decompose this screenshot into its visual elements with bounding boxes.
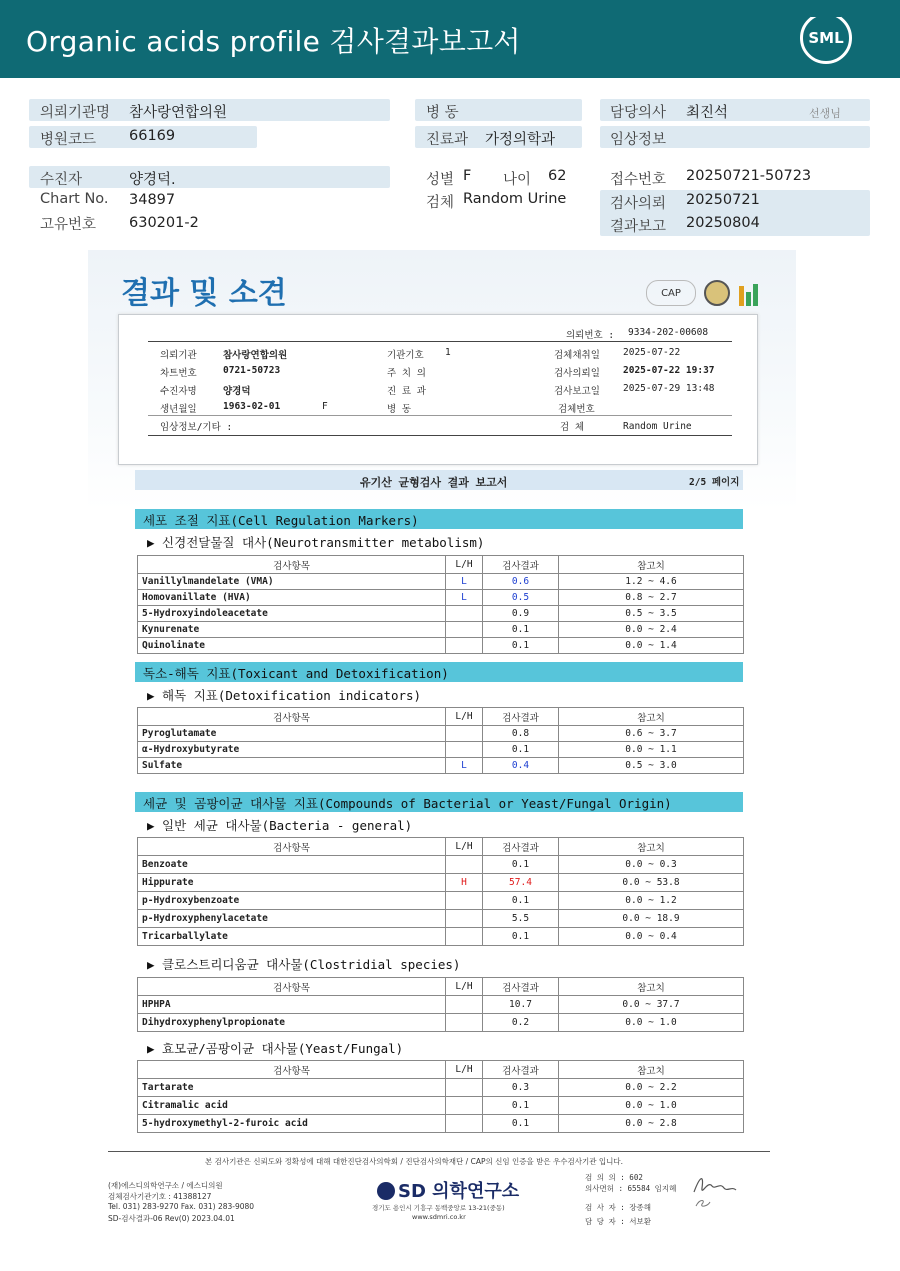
item-name: Quinolinate	[138, 638, 446, 654]
col-ref: 참고치	[559, 978, 744, 996]
item-name: Tricarballylate	[138, 928, 446, 946]
divider	[148, 435, 732, 436]
chart-value: 34897	[129, 192, 176, 208]
ward-label: 병 동	[426, 105, 459, 121]
lh-flag: L	[446, 574, 483, 590]
col-result: 검사결과	[483, 838, 559, 856]
table-row	[138, 590, 744, 606]
table-row	[138, 910, 744, 928]
report-title: 결과 및 소견	[121, 276, 287, 311]
box-value: 양경덕	[223, 386, 251, 397]
name-pill	[29, 166, 390, 188]
detox-table	[137, 707, 744, 774]
hospital-code-label: 병원코드	[40, 132, 97, 148]
col-item: 검사항목	[138, 1061, 446, 1079]
item-name: Homovanillate (HVA)	[138, 590, 446, 606]
sd-logo	[377, 1177, 519, 1203]
table-row	[138, 726, 744, 742]
col-result: 검사결과	[483, 1061, 559, 1079]
col-lh: L/H	[446, 978, 483, 996]
specimen-label: 검체	[426, 195, 455, 211]
box-label: 의뢰기관	[160, 350, 197, 361]
request-no-label: 의뢰번호 :	[566, 330, 615, 341]
footer-notice: 본 검사기관은 신뢰도와 정확성에 대해 대한진단검사의학회 / 진단검사의학재단 / CAP의 신임 인증을 받은 우수검사기관 입니다.	[205, 1157, 623, 1166]
table-row	[138, 1079, 744, 1097]
box-value: 2025-07-29 13:48	[623, 383, 715, 394]
item-name: Sulfate	[138, 758, 446, 774]
col-ref: 참고치	[559, 838, 744, 856]
cap-logo: CAP	[646, 280, 696, 306]
table-row	[138, 996, 744, 1014]
table-row	[138, 928, 744, 946]
divider	[148, 341, 732, 342]
lh-flag	[446, 996, 483, 1014]
result-value: 0.1	[483, 638, 559, 654]
department-label: 진료과	[426, 132, 469, 148]
report-name: 유기산 균형검사 결과 보고서	[360, 476, 508, 489]
page-title: Organic acids profile 검사결과보고서	[26, 25, 521, 58]
table-row	[138, 742, 744, 758]
table-row	[138, 758, 744, 774]
box-label: 검체번호	[558, 404, 595, 415]
col-result: 검사결과	[483, 978, 559, 996]
col-item: 검사항목	[138, 708, 446, 726]
table-row	[138, 574, 744, 590]
result-value: 5.5	[483, 910, 559, 928]
box-value: F	[322, 401, 328, 412]
lh-flag: L	[446, 590, 483, 606]
subsection-title: ▶ 효모균/곰팡이균 대사물(Yeast/Fungal)	[147, 1041, 404, 1056]
table-row	[138, 874, 744, 892]
result-value: 57.4	[483, 874, 559, 892]
item-name: p-Hydroxyphenylacetate	[138, 910, 446, 928]
receipt-label: 접수번호	[610, 172, 667, 188]
col-item: 검사항목	[138, 556, 446, 574]
lh-flag	[446, 856, 483, 874]
id-label: 고유번호	[40, 217, 97, 233]
item-name: Citramalic acid	[138, 1097, 446, 1115]
doctor-label: 담당의사	[610, 105, 667, 121]
col-result: 검사결과	[483, 708, 559, 726]
lh-flag	[446, 1115, 483, 1133]
box-value: Random Urine	[623, 421, 692, 432]
footer-divider	[108, 1151, 770, 1152]
reference-range: 0.5 ~ 3.0	[559, 758, 744, 774]
id-value: 630201-2	[129, 215, 199, 231]
item-name: Vanillylmandelate (VMA)	[138, 574, 446, 590]
specimen-value: Random Urine	[463, 191, 567, 207]
section-title: 세포 조절 지표(Cell Regulation Markers)	[143, 513, 419, 528]
sd-logo-icon	[377, 1182, 395, 1200]
lh-flag	[446, 742, 483, 758]
box-value: 1963-02-01	[223, 401, 281, 412]
box-label: 주 치 의	[387, 368, 426, 379]
lh-flag	[446, 622, 483, 638]
box-value: 2025-07-22	[623, 347, 681, 358]
box-label: 진 료 과	[387, 386, 426, 397]
col-item: 검사항목	[138, 978, 446, 996]
reference-range: 0.0 ~ 0.3	[559, 856, 744, 874]
sex-value: F	[463, 168, 472, 184]
item-name: α-Hydroxybutyrate	[138, 742, 446, 758]
lh-flag	[446, 638, 483, 654]
footer-phone: Tel. 031) 283-9270 Fax. 031) 283-9080	[108, 1202, 255, 1211]
subsection-title: ▶ 해독 지표(Detoxification indicators)	[147, 688, 422, 703]
table-row	[138, 606, 744, 622]
col-lh: L/H	[446, 556, 483, 574]
lh-flag	[446, 1079, 483, 1097]
lh-flag	[446, 892, 483, 910]
lh-flag	[446, 1014, 483, 1032]
table-row	[138, 1115, 744, 1133]
name-label: 수진자	[40, 172, 83, 188]
brand-url: www.sdmri.co.kr	[412, 1213, 466, 1221]
col-result: 검사결과	[483, 556, 559, 574]
item-name: Pyroglutamate	[138, 726, 446, 742]
signature-icon	[690, 1170, 738, 1210]
clinical-label: 임상정보	[610, 132, 667, 148]
reference-range: 1.2 ~ 4.6	[559, 574, 744, 590]
box-value: 참사랑연합의원	[223, 350, 288, 361]
section-title: 세균 및 곰팡이균 대사물 지표(Compounds of Bacterial or Yeast/Fungal Origin)	[143, 796, 672, 811]
doctor-suffix: 선생님	[809, 107, 841, 120]
box-label: 생년월일	[160, 404, 197, 415]
box-value: 1	[445, 347, 451, 358]
reference-range: 0.0 ~ 1.0	[559, 1097, 744, 1115]
box-value: 0721-50723	[223, 365, 281, 376]
page-indicator: 2/5 페이지	[689, 477, 740, 488]
footer-code: 검체검사기관기호 : 41388127	[108, 1192, 212, 1201]
request-no-value: 9334-202-00608	[628, 327, 709, 338]
receipt-value: 20250721-50723	[686, 168, 812, 184]
name-value: 양경덕.	[129, 172, 176, 188]
lh-flag: L	[446, 758, 483, 774]
box-label: 검사보고일	[554, 386, 600, 397]
brand-address: 경기도 용인시 기흥구 동백중앙로 13-21(중동)	[372, 1204, 505, 1212]
signer-line: 검 사 자 : 장종해	[585, 1203, 652, 1212]
sml-logo: SML	[800, 12, 852, 64]
result-value: 0.1	[483, 1097, 559, 1115]
reference-range: 0.0 ~ 18.9	[559, 910, 744, 928]
header-bar	[0, 0, 900, 78]
signer-line: 의사면허 : 65584 임지혜	[585, 1184, 677, 1193]
item-name: Kynurenate	[138, 622, 446, 638]
institution-label: 의뢰기관명	[40, 105, 111, 121]
subsection-title: ▶ 클로스트리디움균 대사물(Clostridial species)	[147, 957, 461, 972]
result-value: 0.1	[483, 1115, 559, 1133]
signer-line: 검 의 의 : 602	[585, 1173, 643, 1182]
result-value: 0.1	[483, 928, 559, 946]
item-name: Tartarate	[138, 1079, 446, 1097]
department-value: 가정의학과	[485, 132, 556, 148]
signer-line: 담 당 자 : 서보환	[585, 1217, 652, 1226]
reference-range: 0.5 ~ 3.5	[559, 606, 744, 622]
item-name: p-Hydroxybenzoate	[138, 892, 446, 910]
col-item: 검사항목	[138, 838, 446, 856]
sex-label: 성별	[426, 172, 455, 188]
reference-range: 0.8 ~ 2.7	[559, 590, 744, 606]
box-label: 검체채취일	[554, 350, 600, 361]
result-value: 0.1	[483, 742, 559, 758]
table-row	[138, 892, 744, 910]
subsection-title: ▶ 일반 세균 대사물(Bacteria - general)	[147, 818, 413, 833]
box-label: 검사의뢰일	[554, 368, 600, 379]
hospital-code-value: 66169	[129, 128, 176, 144]
box-label: 수진자명	[160, 386, 197, 397]
col-ref: 참고치	[559, 708, 744, 726]
lh-flag	[446, 606, 483, 622]
lh-flag: H	[446, 874, 483, 892]
age-value: 62	[548, 168, 567, 184]
reference-range: 0.0 ~ 37.7	[559, 996, 744, 1014]
reference-range: 0.6 ~ 3.7	[559, 726, 744, 742]
result-value: 0.9	[483, 606, 559, 622]
request-value: 20250721	[686, 192, 760, 208]
col-ref: 참고치	[559, 556, 744, 574]
reference-range: 0.0 ~ 1.4	[559, 638, 744, 654]
lh-flag	[446, 726, 483, 742]
box-label: 검 체	[560, 422, 585, 433]
col-lh: L/H	[446, 838, 483, 856]
result-value: 0.2	[483, 1014, 559, 1032]
lh-flag	[446, 910, 483, 928]
report-date-value: 20250804	[686, 215, 760, 231]
request-label: 검사의뢰	[610, 196, 667, 212]
result-value: 0.5	[483, 590, 559, 606]
lh-flag	[446, 1097, 483, 1115]
result-value: 0.1	[483, 622, 559, 638]
item-name: 5-Hydroxyindoleacetate	[138, 606, 446, 622]
result-value: 0.3	[483, 1079, 559, 1097]
reference-range: 0.0 ~ 2.2	[559, 1079, 744, 1097]
table-row	[138, 1097, 744, 1115]
item-name: HPHPA	[138, 996, 446, 1014]
col-ref: 참고치	[559, 1061, 744, 1079]
box-label: 병 동	[387, 404, 412, 415]
result-value: 0.6	[483, 574, 559, 590]
item-name: Benzoate	[138, 856, 446, 874]
clinical-etc-label: 임상정보/기타 :	[160, 422, 233, 433]
box-label: 기관기호	[387, 350, 424, 361]
item-name: 5-hydroxymethyl-2-furoic acid	[138, 1115, 446, 1133]
result-value: 0.4	[483, 758, 559, 774]
result-value: 10.7	[483, 996, 559, 1014]
yeast-table	[137, 1060, 744, 1133]
reference-range: 0.0 ~ 0.4	[559, 928, 744, 946]
col-lh: L/H	[446, 1061, 483, 1079]
footer-address: (재)에스디의학연구소 / 에스디의원	[108, 1181, 223, 1190]
reference-range: 0.0 ~ 2.4	[559, 622, 744, 638]
bacteria-general-table	[137, 837, 744, 946]
box-label: 차트번호	[160, 368, 197, 379]
table-row	[138, 1014, 744, 1032]
reference-range: 0.0 ~ 1.1	[559, 742, 744, 758]
footer-revision: SD-검사결과-06 Rev(0) 2023.04.01	[108, 1214, 235, 1223]
neuro-table	[137, 555, 744, 654]
table-row	[138, 638, 744, 654]
reference-range: 0.0 ~ 53.8	[559, 874, 744, 892]
institution-value: 참사랑연합의원	[129, 105, 228, 121]
col-lh: L/H	[446, 708, 483, 726]
section-title: 독소-해독 지표(Toxicant and Detoxification)	[143, 666, 449, 681]
lh-flag	[446, 928, 483, 946]
box-value: 2025-07-22 19:37	[623, 365, 715, 376]
item-name: Hippurate	[138, 874, 446, 892]
sd-brand-name: SD 의학연구소	[398, 1181, 520, 1202]
subsection-title: ▶ 신경전달물질 대사(Neurotransmitter metabolism)	[147, 535, 485, 550]
result-value: 0.1	[483, 856, 559, 874]
report-date-label: 결과보고	[610, 219, 667, 235]
divider	[148, 415, 732, 416]
result-value: 0.1	[483, 892, 559, 910]
age-label: 나이	[503, 172, 532, 188]
reference-range: 0.0 ~ 1.2	[559, 892, 744, 910]
table-row	[138, 622, 744, 638]
result-value: 0.8	[483, 726, 559, 742]
certification-icon	[737, 280, 761, 306]
reference-range: 0.0 ~ 2.8	[559, 1115, 744, 1133]
item-name: Dihydroxyphenylpropionate	[138, 1014, 446, 1032]
chart-label: Chart No.	[40, 191, 109, 207]
clostridial-table	[137, 977, 744, 1032]
doctor-value: 최진석	[686, 105, 729, 121]
seal-icon	[704, 280, 730, 306]
reference-range: 0.0 ~ 1.0	[559, 1014, 744, 1032]
table-row	[138, 856, 744, 874]
